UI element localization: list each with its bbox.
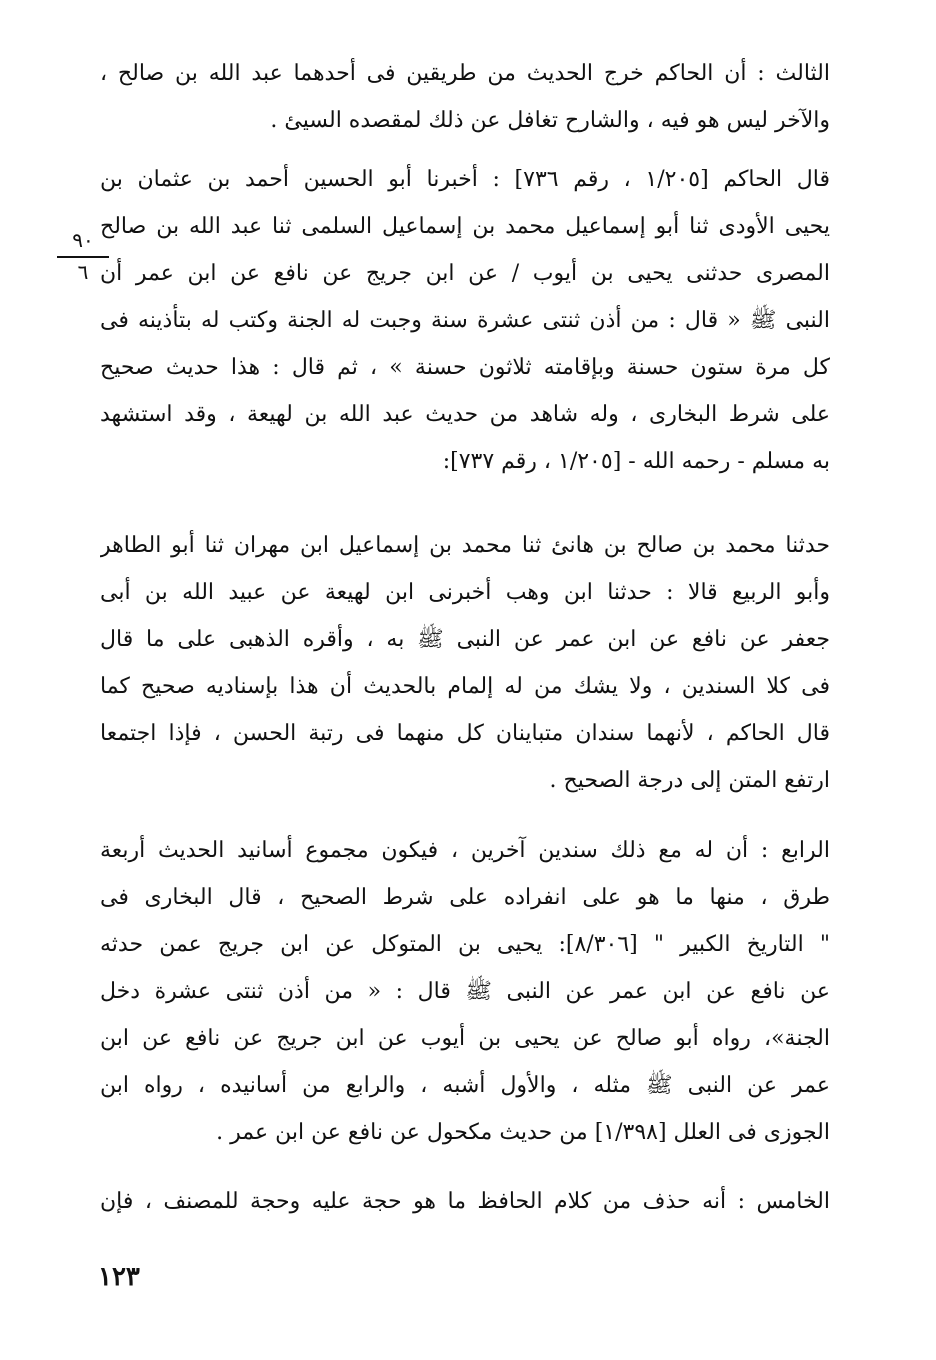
margin-note-bottom: ٦ (77, 260, 89, 284)
text-line: ارتفع المتن إلى درجة الصحيح . (549, 768, 830, 793)
text-line: الرابع : أن له مع ذلك سندين آخرين ، فيكون مجموع أسانيد الحديث أربعة (100, 838, 830, 863)
page-number: ١٢٣ (98, 1262, 140, 1292)
text-line: المصرى حدثنى يحيى بن أيوب / عن ابن جريج عن نافع عن ابن عمر أن (100, 261, 830, 286)
margin-note-top: ٩٠ (72, 228, 94, 252)
text-line: وأبو الربيع قالا : حدثنا ابن وهب أخبرنى ابن لهيعة عن عبيد الله بن أبى (100, 580, 830, 605)
text-line: الثالث : أن الحاكم خرج الحديث من طريقين فى أحدهما عبد الله بن صالح ، (100, 61, 830, 86)
paragraph-fifth-point (100, 1178, 830, 1225)
margin-note-divider (57, 256, 109, 258)
text-line: طرق ، منها ما هو على انفراده على شرط الصحيح ، قال البخارى فى (100, 885, 830, 910)
margin-folio-note (48, 228, 118, 284)
text-line: الخامس : أنه حذف من كلام الحافظ ما هو حجة عليه وحجة للمصنف ، فإن (100, 1189, 830, 1214)
text-line: به مسلم - رحمه الله - [١/٢٠٥ ، رقم ٧٣٧]: (442, 449, 830, 474)
text-line: قال الحاكم [١/٢٠٥ ، رقم ٧٣٦] : أخبرنا أبو الحسين أحمد بن عثمان بن (100, 167, 830, 192)
text-line: كل مرة ستون حسنة وبإقامته ثلاثون حسنة » ، ثم قال : هذا حديث صحيح (100, 355, 830, 380)
text-line: الجوزى فى العلل [١/٣٩٨] من حديث مكحول عن نافع عن ابن عمر . (216, 1120, 830, 1145)
text-line: والآخر ليس هو فيه ، والشارح تغافل عن ذلك لمقصده السيئ . (270, 108, 830, 133)
paragraph-third-point (100, 50, 830, 144)
text-line: " التاريخ الكبير " [٨/٣٠٦]: يحيى بن المتوكل عن ابن جريج عمن حدثه (100, 932, 830, 957)
text-line: جعفر عن نافع عن ابن عمر عن النبى ﷺ به ، وأقره الذهبى على ما قال (100, 627, 830, 652)
paragraph-second-chain (100, 522, 830, 804)
text-line: قال الحاكم ، لأنهما سندان متباينان كل منهما فى رتبة الحسن ، فإذا اجتمعا (100, 721, 830, 746)
text-line: الجنة»، رواه أبو صالح عن يحيى بن أيوب عن ابن جريج عن نافع عن ابن (100, 1026, 830, 1051)
text-line: عمر عن النبى ﷺ مثله ، والأول أشبه ، والرابع من أسانيده ، رواه ابن (100, 1073, 830, 1098)
paragraph-fourth-point (100, 827, 830, 1156)
text-line: فى كلا السندين ، ولا يشك من له إلمام بالحديث أن هذا بإسناديه صحيح كما (100, 674, 830, 699)
text-line: على شرط البخارى ، وله شاهد من حديث عبد الله بن لهيعة ، وقد استشهد (100, 402, 830, 427)
text-line: عن نافع عن ابن عمر عن النبى ﷺ قال : « من أذن ثنتى عشرة دخل (100, 979, 830, 1004)
text-line: حدثنا محمد بن صالح بن هانئ ثنا محمد بن إسماعيل ابن مهران ثنا أبو الطاهر (100, 533, 830, 558)
text-line: يحيى الأودى ثنا أبو إسماعيل محمد بن إسماعيل السلمى ثنا عبد الله بن صالح (100, 214, 830, 239)
paragraph-hakim-narration (100, 156, 830, 485)
text-line: النبى ﷺ « قال : من أذن ثنتى عشرة سنة وجبت له الجنة وكتب له بتأذينه فى (100, 308, 830, 333)
